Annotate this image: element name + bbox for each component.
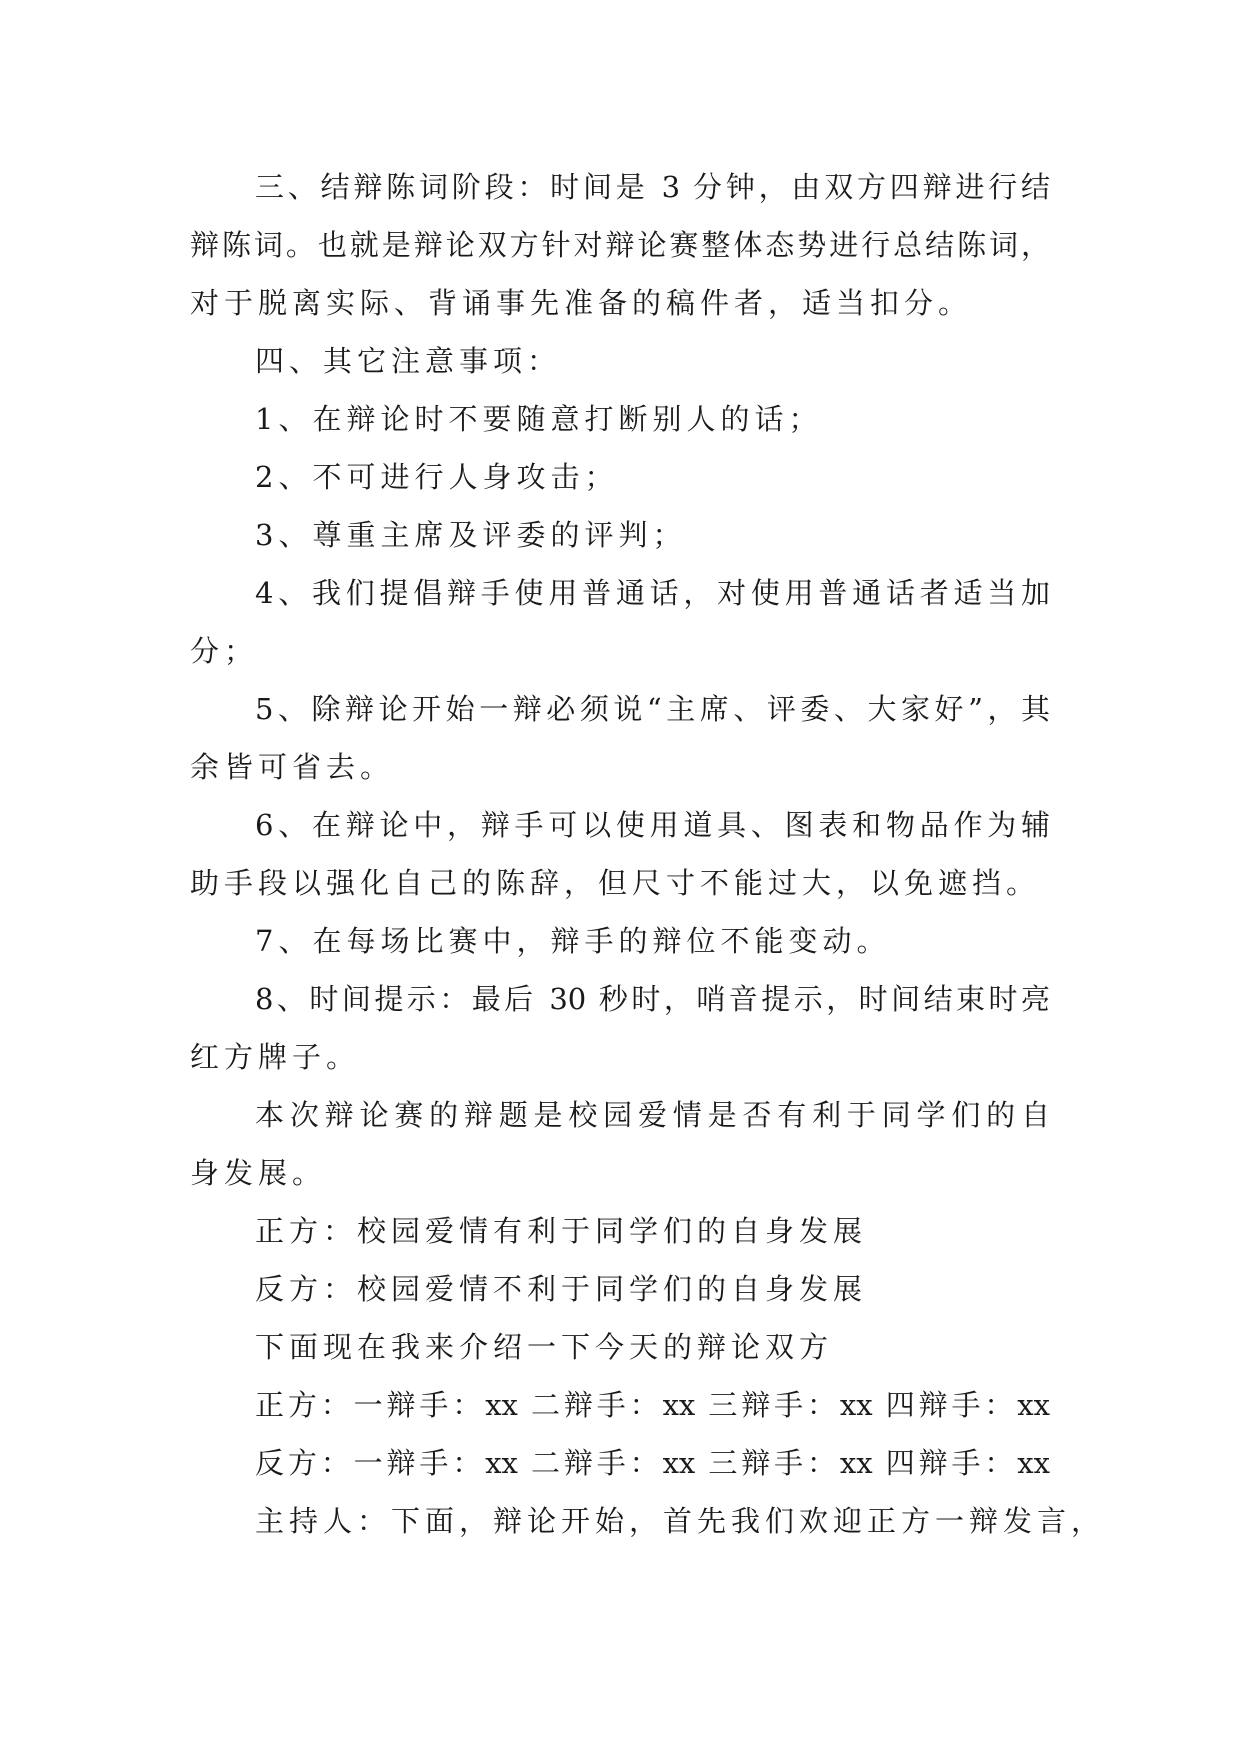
list-item: 4、我们提倡辩手使用普通话，对使用普通话者适当加 xyxy=(255,576,1050,610)
list-item: 7、在每场比赛中，辩手的辩位不能变动。 xyxy=(255,924,891,958)
list-item: 8、时间提示：最后 30 秒时，哨音提示，时间结束时亮 xyxy=(255,982,1050,1016)
list-item: 5、除辩论开始一辩必须说“主席、评委、大家好”，其 xyxy=(255,692,1050,726)
section-heading: 四、其它注意事项： xyxy=(255,344,562,378)
host-line: 主持人：下面，辩论开始，首先我们欢迎正方一辩发言， xyxy=(255,1504,1106,1538)
debate-topic-continuation: 身发展。 xyxy=(190,1156,327,1190)
introduction-line: 下面现在我来介绍一下今天的辩论双方 xyxy=(255,1330,834,1364)
list-item-continuation: 余皆可省去。 xyxy=(190,750,395,784)
list-item: 3、尊重主席及评委的评判； xyxy=(255,518,687,552)
list-item-continuation: 助手段以强化自己的陈辞，但尺寸不能过大，以免遮挡。 xyxy=(190,866,1041,900)
list-item-continuation: 分； xyxy=(190,634,259,668)
list-item: 6、在辩论中，辩手可以使用道具、图表和物品作为辅 xyxy=(255,808,1050,842)
affirmative-position: 正方：校园爱情有利于同学们的自身发展 xyxy=(255,1214,868,1248)
paragraph-line: 对于脱离实际、背诵事先准备的稿件者，适当扣分。 xyxy=(190,286,973,320)
negative-debaters: 反方：一辩手：xx 二辩手：xx 三辩手：xx 四辩手：xx xyxy=(255,1446,1050,1480)
document-body xyxy=(190,158,1106,1550)
list-item: 1、在辩论时不要随意打断别人的话； xyxy=(255,402,823,436)
affirmative-debaters: 正方：一辩手：xx 二辩手：xx 三辩手：xx 四辩手：xx xyxy=(255,1388,1050,1422)
paragraph-line: 三、结辩陈词阶段：时间是 3 分钟，由双方四辩进行结 xyxy=(255,170,1050,204)
list-item: 2、不可进行人身攻击； xyxy=(255,460,619,494)
paragraph-line: 辩陈词。也就是辩论双方针对辩论赛整体态势进行总结陈词， xyxy=(190,228,1050,262)
debate-topic: 本次辩论赛的辩题是校园爱情是否有利于同学们的自 xyxy=(255,1098,1050,1132)
list-item-continuation: 红方牌子。 xyxy=(190,1040,361,1074)
negative-position: 反方：校园爱情不利于同学们的自身发展 xyxy=(255,1272,868,1306)
